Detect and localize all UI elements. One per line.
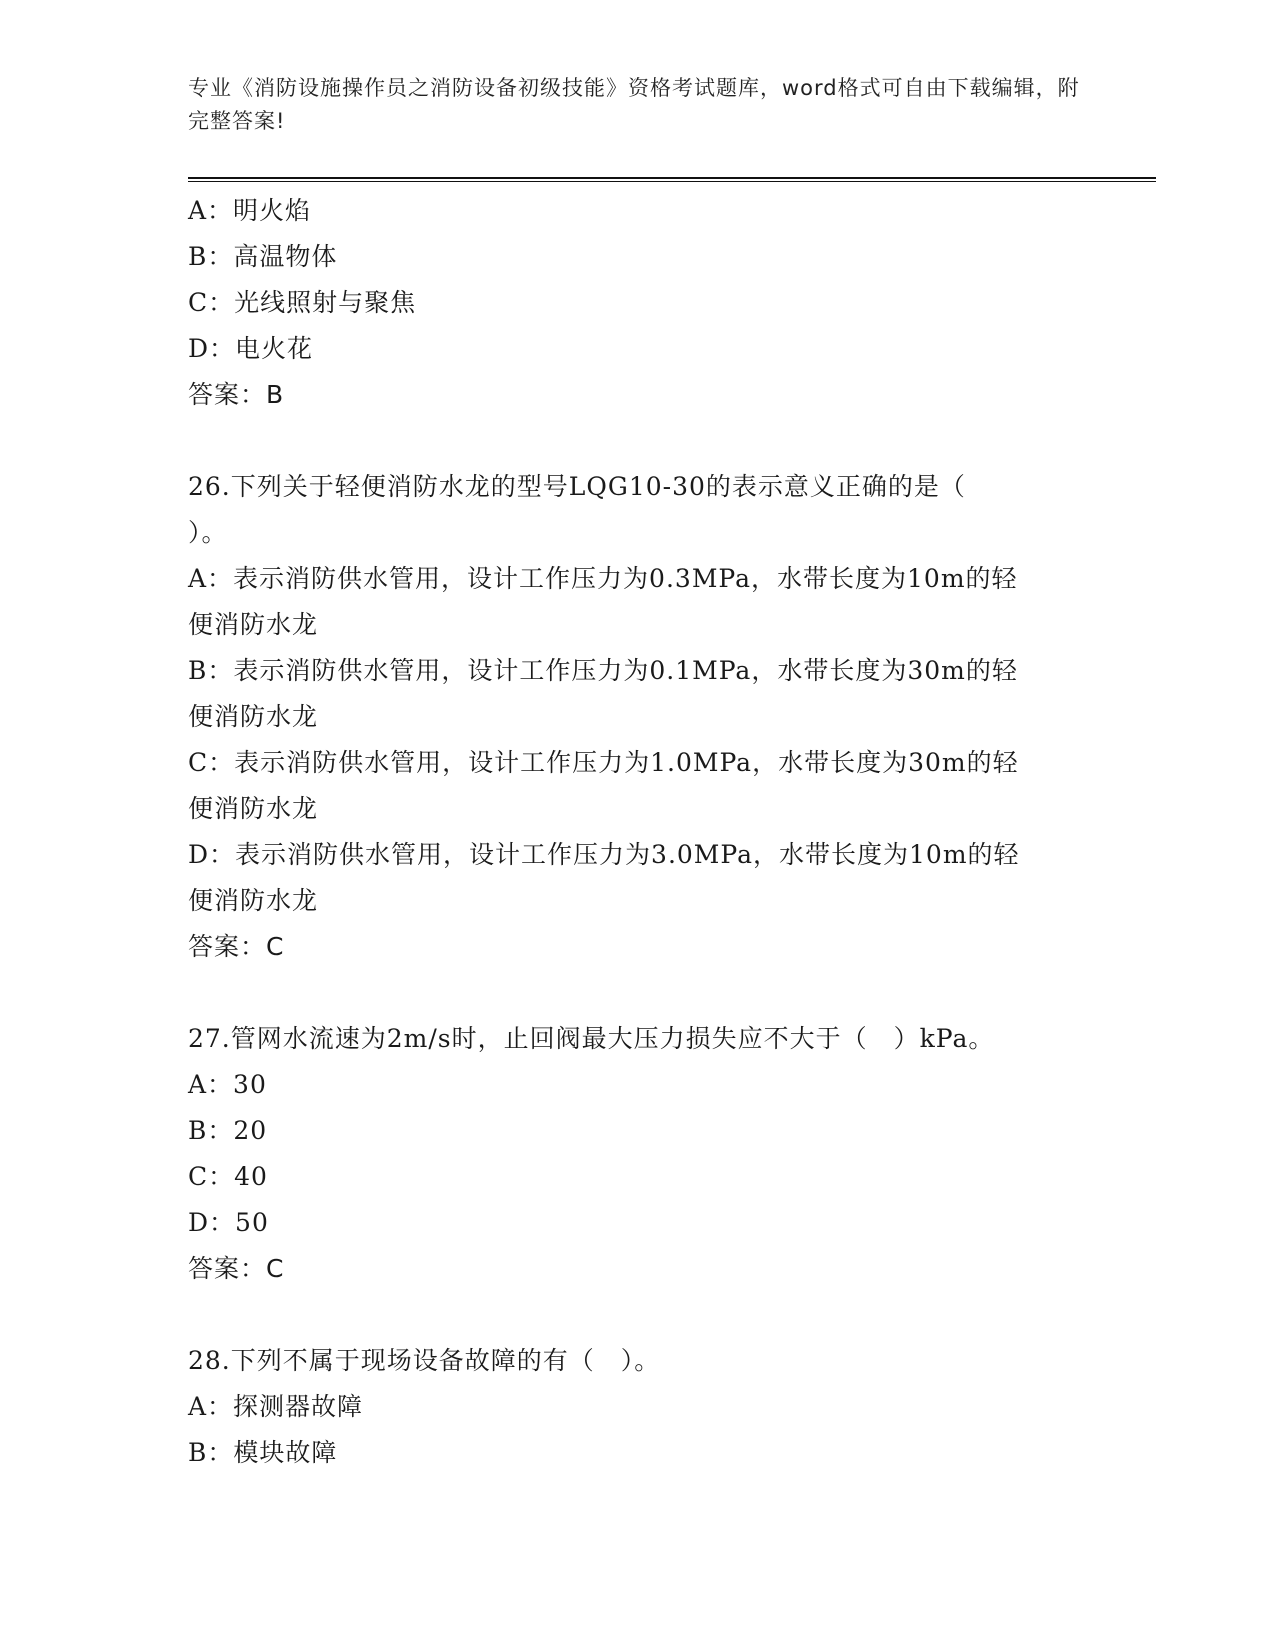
spacer [188,970,1088,1016]
header-divider [188,177,1156,182]
option-d-continued: 便消防水龙 [188,886,319,915]
document-header: 专业《消防设施操作员之消防设备初级技能》资格考试题库，word格式可自由下载编辑，附完整答案! [188,76,1080,133]
option-d: D：表示消防供水管用，设计工作压力为3.0MPa，水带长度为10m的轻 [188,840,1020,869]
prev-question [188,188,1088,418]
option-c: C：光线照射与聚焦 [188,288,417,317]
option-a: A：30 [188,1070,267,1099]
option-c: C：表示消防供水管用，设计工作压力为1.0MPa，水带长度为30m的轻 [188,748,1019,777]
option-b: B：表示消防供水管用，设计工作压力为0.1MPa，水带长度为30m的轻 [188,656,1018,685]
option-c: C：40 [188,1162,268,1191]
answer: 答案：C [188,1254,285,1283]
question-27 [188,1016,1088,1292]
option-a: A：明火焰 [188,196,312,225]
question-stem: 26.下列关于轻便消防水龙的型号LQG10-30的表示意义正确的是（ [188,472,966,501]
option-d: D：50 [188,1208,269,1237]
question-stem-continued: ）。 [188,518,228,547]
option-a: A：表示消防供水管用，设计工作压力为0.3MPa，水带长度为10m的轻 [188,564,1018,593]
question-stem: 27.管网水流速为2m/s时，止回阀最大压力损失应不大于（ ）kPa。 [188,1024,995,1053]
option-b: B：高温物体 [188,242,338,271]
answer: 答案：C [188,932,285,961]
question-28 [188,1338,1088,1476]
option-b-continued: 便消防水龙 [188,702,319,731]
option-a: A：探测器故障 [188,1392,364,1421]
option-a-continued: 便消防水龙 [188,610,319,639]
question-stem: 28.下列不属于现场设备故障的有（ ）。 [188,1346,661,1375]
option-d: D：电火花 [188,334,314,363]
question-26 [188,464,1088,970]
option-c-continued: 便消防水龙 [188,794,319,823]
option-b: B：20 [188,1116,268,1145]
spacer [188,418,1088,464]
question-content [188,188,1088,1476]
spacer [188,1292,1088,1338]
answer: 答案：B [188,380,285,409]
option-b: B：模块故障 [188,1438,338,1467]
